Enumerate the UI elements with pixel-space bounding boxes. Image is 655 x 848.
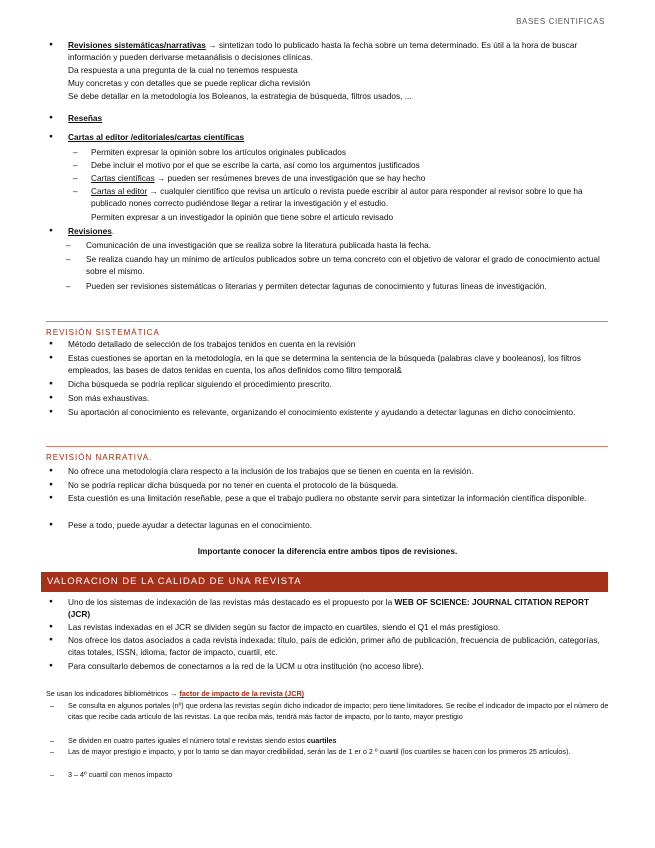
list-item: ● Nos ofrece los datos asociados a cada revista indexada: título, país de edición, primer año de publicación, frecuencia de publicación, categorías, citas totales, ISSN, idioma, factor de impacto, cuartil, etc. — [68, 634, 608, 659]
list-item: ● Las revistas indexadas en el JCR se dividen según su factor de impacto en cuartiles, siendo el Q1 el más prestigioso. — [68, 621, 608, 633]
list-item: ● Su aportación al conocimiento es relevante, organizando el conocimiento existente y ayudando a detectar lagunas en dicho conocimiento. — [68, 406, 608, 418]
indicators-line: Se usan los indicadores bibliométricos → factor de impacto de la revista (JCR) — [46, 689, 305, 698]
list-item: ● Son más exhaustivas. — [68, 392, 608, 404]
list-item: – Permiten expresar la opinión sobre los artículos originales publicados — [91, 146, 611, 158]
important-note: Importante conocer la diferencia entre ambos tipos de revisiones. — [197, 546, 458, 556]
section-heading-revision-sistematica: REVISIÓN SISTEMÁTICA — [46, 321, 608, 337]
list-item: – Debe incluir el motivo por el que se escribe la carta, así como los argumentos justificados — [91, 159, 611, 171]
text-line: Permiten expresar a un investigador la opinión que tiene sobre el articulo revisado — [91, 212, 394, 222]
bullet-revisiones: ● Revisiones. — [68, 225, 608, 237]
text-line: – Las de mayor prestigio e impacto, y por lo tanto se dan mayor credibilidad, serán las de 1 er o 2 º cuartil (los cuartiles se hacen con los primeros 25 artículos). — [68, 746, 613, 757]
text-line: Se debe detallar en la metodología los Boleanos, la estrategia de búsqueda, filtros usados, ... — [68, 91, 412, 101]
text-line: Da respuesta a una pregunta de la cual no tenemos respuesta — [68, 65, 298, 75]
list-item: ● No ofrece una metodología clara respecto a la inclusión de los trabajos que se tienen en cuenta en la revisión. — [68, 465, 608, 477]
term-cartas-cientificas: Cartas científicas — [91, 173, 155, 183]
list-item: ● Dicha búsqueda se podría replicar siguiendo el procedimiento prescrito. — [68, 378, 608, 390]
term-cartas-editor: Cartas al editor — [91, 186, 148, 196]
section-heading-revision-narrativa: REVISIÓN NARRATIVA. — [46, 446, 608, 462]
list-item: – Cartas al editor → cualquier científico que revisa un artículo o revista puede escribir al autor para responder al revisor sobre lo que ha publicado nones correcto pudiéndose llegar a retirar la investigación y el estudio. — [91, 185, 611, 210]
list-item: ● Estas cuestiones se aportan en la metodología, en la que se determina la sentencia de la búsqueda (palabras clave y booleanos), los filtros empleados, las bases de datos tenidas en cuenta, los años definidos como filtro temporal& — [68, 352, 608, 377]
section-banner-valoracion: VALORACION DE LA CALIDAD DE UNA REVISTA — [41, 572, 608, 592]
bullet-revisiones-sistematicas: ● Revisiones sistemáticas/narrativas → sintetizan todo lo publicado hasta la fecha sobre un tema determinado. Es útil a la hora de buscar información y pueden derivarse metaanálisis o decisiones clínicas. — [68, 39, 608, 64]
list-item: – Cartas científicas → pueden ser resúmenes breves de una investigación que se hay hecho — [91, 172, 611, 184]
list-item: ● Esta cuestión es una limitación reseñable, pese a que el trabajo pudiera no obstante servir para sintetizar la información científica disponible. — [68, 492, 608, 504]
term-revisiones-sistematicas: Revisiones sistemáticas/narrativas — [68, 40, 206, 50]
list-item: ● Para consultarlo debemos de conectarnos a la red de la UCM u otra institución (no acceso libre). — [68, 660, 608, 672]
list-item: ● No se podría replicar dicha búsqueda por no tener en cuenta el protocolo de la búsqueda. — [68, 479, 608, 491]
text-line: – 3 – 4º cuartil con menos impacto — [68, 769, 613, 780]
list-item: ● Uno de los sistemas de indexación de las revistas más destacado es el propuesto por la WEB OF SCIENCE: JOURNAL CITATION REPORT (JCR) — [68, 596, 608, 621]
list-item: ● Método detallado de selección de los trabajos tenidos en cuenta en la revisión — [68, 338, 608, 350]
text-line: Muy concretas y con detalles que se puede replicar dicha revisión — [68, 78, 311, 88]
term-factor-impacto: factor de impacto de la revista (JCR) — [179, 689, 305, 698]
list-item: – Se consulta en algunos portales (nº) que ordena las revistas según dicho indicador de impacto; pero tiene limitadores. Se recibe el indicador de impacto por el número de citas que recibe cada artículo de las revistas. La que reciba más, tendrá más factor de impacto, por lo tanto, mayor prestigio — [68, 700, 613, 723]
list-item: – Se realiza cuando hay un mínimo de artículos publicados sobre un tema concreto con el objetivo de valorar el grado de conocimiento actual sobre el mismo. — [86, 253, 611, 278]
list-item: – Comunicación de una investigación que se realiza sobre la literatura publicada hasta la fecha. — [86, 239, 611, 251]
bullet-resenas: ● Reseñas — [68, 112, 608, 124]
bullet-cartas: ● Cartas al editor /editoriales/cartas científicas — [68, 131, 608, 143]
list-item: – Se dividen en cuatro partes iguales el número total e revistas siendo estos cuartiles — [68, 735, 613, 746]
list-item: – Pueden ser revisiones sistemáticas o literarias y permiten detectar lagunas de conocimiento y futuras líneas de investigación. — [86, 280, 611, 292]
page-header: BASES CIENTIFICAS — [516, 17, 605, 26]
list-item: ● Pese a todo, puede ayudar a detectar lagunas en el conocimiento. — [68, 519, 608, 531]
